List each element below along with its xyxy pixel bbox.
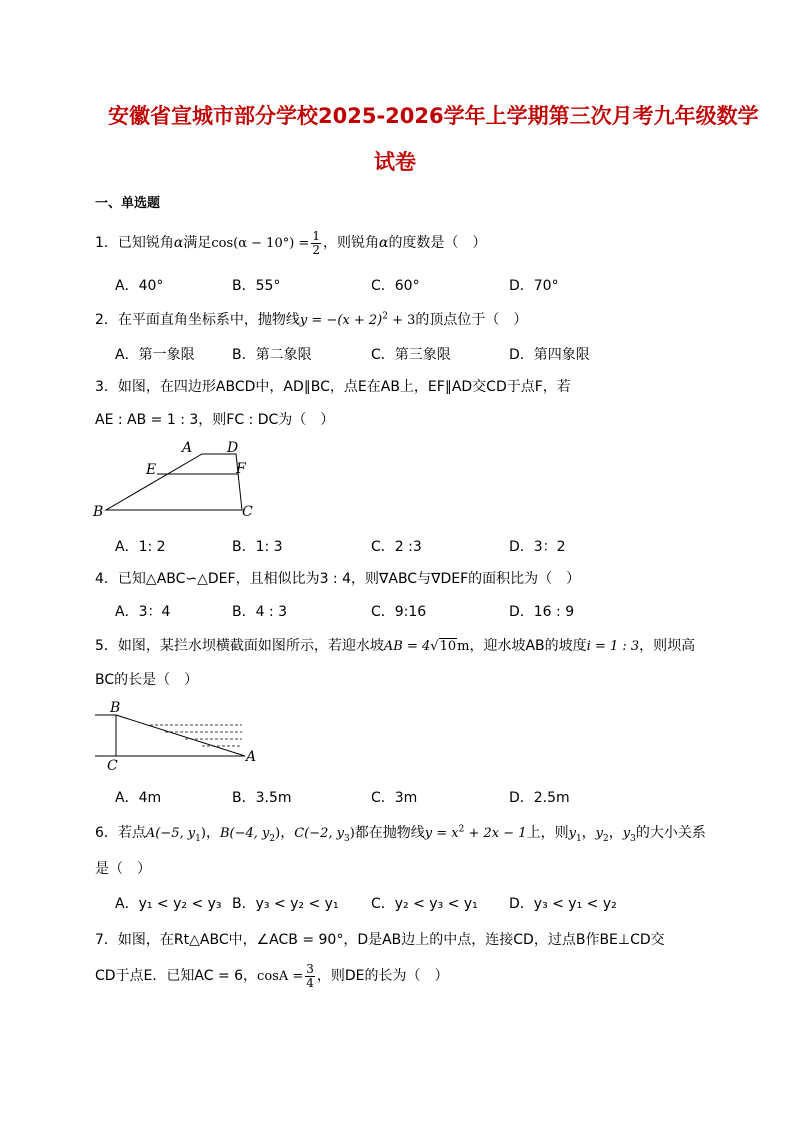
q2-option-b[interactable]: B．第二象限 (232, 347, 312, 363)
dam-figure (90, 698, 260, 774)
q4-option-b[interactable]: B．4 : 3 (232, 604, 288, 620)
q3-option-a[interactable]: A．1: 2 (115, 539, 166, 555)
cos-expression: cos(α − 10°) = (211, 236, 310, 251)
q3-option-b[interactable]: B．1: 3 (232, 539, 283, 555)
question-6-line2: 是（ ） (95, 861, 151, 877)
label-a: A (182, 440, 193, 456)
question-7-line2: CD于点E．已知AC = 6，cosA = $\frac{3}{4}$ ，则DE的长为（ ） (95, 961, 449, 990)
label-b: B (110, 700, 121, 716)
trapezoid-abcd (106, 454, 242, 510)
q2-option-a[interactable]: A．第一象限 (115, 347, 195, 363)
q5-option-d[interactable]: D．2.5m (509, 790, 570, 806)
question-2: 2．在平面直角坐标系中，抛物线$y = -(x + 2)^2 + 3$的顶点位于（ ） (95, 311, 528, 328)
question-number: 1． (95, 235, 118, 251)
q2-option-d[interactable]: D．第四象限 (509, 347, 590, 363)
q4-option-a[interactable]: A．3：4 (115, 604, 171, 620)
slope-ab (116, 715, 245, 756)
q6-option-b[interactable]: B．y₃ < y₂ < y₁ (232, 896, 339, 912)
label-c: C (107, 758, 118, 774)
q1-option-c[interactable]: C．60° (371, 278, 420, 294)
q1-option-a[interactable]: A．40° (115, 278, 164, 294)
q1-option-b[interactable]: B．55° (232, 278, 281, 294)
question-number: 2． (95, 312, 118, 328)
q5-option-b[interactable]: B．3.5m (232, 790, 292, 806)
label-d: D (227, 440, 239, 456)
question-5-line2: BC的长是（ ） (95, 672, 199, 688)
question-number: 6． (95, 825, 118, 841)
q3-option-c[interactable]: C．2 :3 (371, 539, 422, 555)
q5-option-a[interactable]: A．4m (115, 790, 162, 806)
q5-option-c[interactable]: C．3m (371, 790, 418, 806)
q6-option-d[interactable]: D．y₃ < y₁ < y₂ (509, 896, 617, 912)
fraction: $\frac{1}{2}$ (312, 228, 320, 257)
fraction: $\frac{3}{4}$ (306, 961, 314, 990)
q2-option-c[interactable]: C．第三象限 (371, 347, 451, 363)
question-1: 1．已知锐角α满足cos(α − 10°) = $\frac{1}{2}$ ，则锐角α的度数是（ ） (95, 228, 487, 257)
section-heading: 一、单选题 (95, 196, 161, 211)
question-7: 7．如图，在Rt△ABC中，∠ACB = 90°，D是AB边上的中点，连接CD，过点B作BE⊥CD交 (95, 932, 665, 948)
trapezoid-figure (90, 438, 260, 522)
question-number: 3． (95, 379, 118, 395)
question-3: 3．如图，在四边形ABCD中，AD∥BC，点E在AB上，EF∥AD交CD于点F，若 (95, 379, 571, 395)
label-c: C (242, 504, 253, 520)
q6-option-c[interactable]: C．y₂ < y₃ < y₁ (371, 896, 478, 912)
paper-title-line1: 安徽省宣城市部分学校2025-2026学年上学期第三次月考九年级数学 (108, 104, 759, 128)
label-f: F (236, 461, 246, 477)
question-6: 6．若点A(−5, $y_1$)，B(−4, $y_2$)，C(−2, $y_3$)都在抛物线$y = x^2 + 2x - 1$上，则$y_1$，$y_2$，$y_3$的大小关系 (95, 824, 706, 844)
q4-option-c[interactable]: C．9:16 (371, 604, 427, 620)
question-number: 4． (95, 571, 118, 587)
paper-title-line2: 试卷 (374, 150, 416, 174)
label-a: A (246, 749, 257, 765)
label-e: E (146, 462, 157, 478)
question-number: 5． (95, 638, 118, 654)
question-number: 7． (95, 932, 118, 948)
question-4: 4．已知△ABC∽△DEF，且相似比为3 : 4，则∇ABC与∇DEF的面积比为（ ） (95, 571, 581, 587)
question-3-line2: AE : AB = 1 : 3，则FC : DC为（ ） (95, 412, 335, 428)
q6-option-a[interactable]: A．y₁ < y₂ < y₃ (115, 896, 222, 912)
q1-option-d[interactable]: D．70° (509, 278, 559, 294)
question-5: 5．如图，某拦水坝横截面如图所示，若迎水坡AB = 4√10m，迎水坡AB的坡度i = 1 : 3，则坝高 (95, 638, 696, 654)
q4-option-d[interactable]: D．16 : 9 (509, 604, 575, 620)
q3-option-d[interactable]: D．3：2 (509, 539, 566, 555)
label-b: B (93, 504, 104, 520)
